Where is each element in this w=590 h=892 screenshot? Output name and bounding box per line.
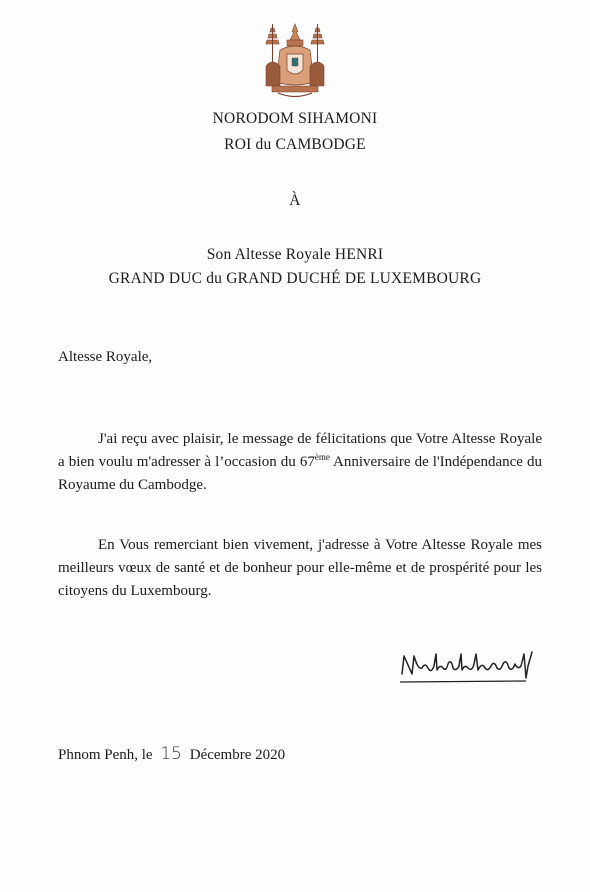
royal-coat-of-arms-icon — [258, 22, 332, 102]
ordinal-suffix: ème — [314, 452, 330, 462]
paragraph-2 — [58, 534, 542, 603]
paragraph-2-text: En Vous remerciant bien vivement, j'adresse à Votre Altesse Royale mes meilleurs vœux de santé et de bonheur pour elle-même et de prospérité pour les citoyens du Luxembourg. — [58, 537, 542, 599]
place: Phnom Penh, le — [58, 747, 153, 763]
sender-name: NORODOM SIHAMONI — [212, 110, 378, 127]
recipient-line-2: GRAND DUC du GRAND DUCHÉ DE LUXEMBOURG — [108, 270, 482, 287]
paragraph-1-part-b: Anniversaire de l'Indépendance du Royaume du Cambodge. — [58, 454, 542, 493]
paragraph-1-part-a: J'ai reçu avec plaisir, le message de félicitations que Votre Altesse Royale a bien voulu m'adresser à l’occasion du 67 — [58, 431, 542, 470]
salutation: Altesse Royale, — [58, 349, 153, 365]
place-and-date — [58, 744, 285, 764]
sender-title: ROI du CAMBODGE — [224, 136, 366, 153]
addressed-to: À — [289, 192, 301, 209]
paragraph-1 — [58, 428, 542, 497]
handwritten-day: 15 — [160, 744, 182, 764]
recipient-line-1: Son Altesse Royale HENRI — [206, 246, 384, 263]
handwritten-signature — [398, 644, 540, 686]
month-year: Décembre 2020 — [189, 747, 286, 763]
